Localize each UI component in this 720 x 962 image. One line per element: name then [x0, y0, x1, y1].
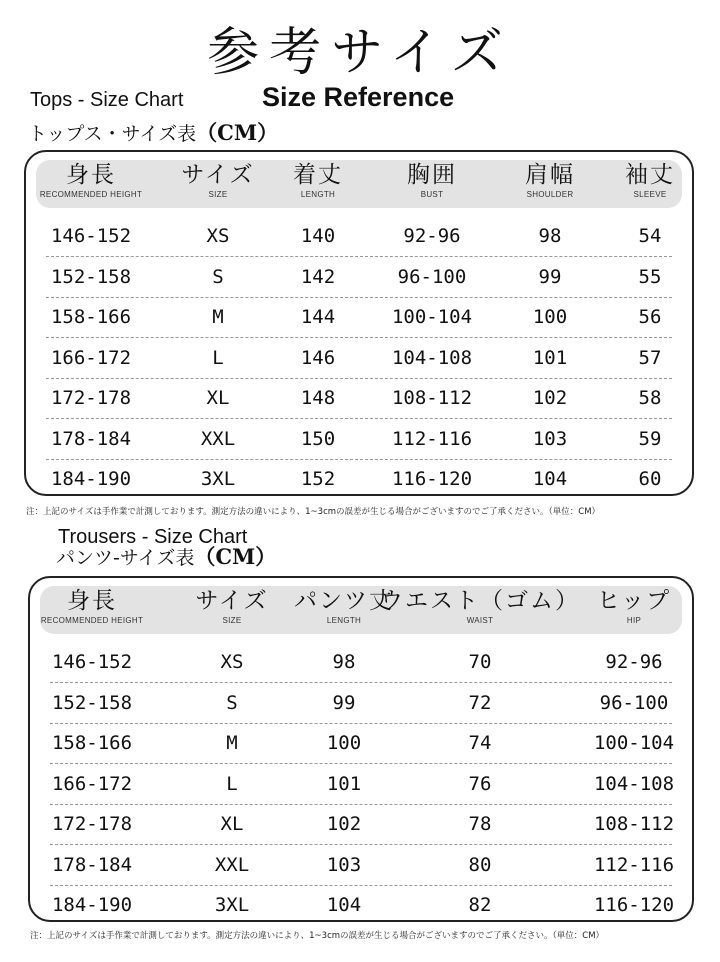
table-cell: 100-104: [391, 306, 473, 328]
table-cell: 184-190: [51, 894, 133, 916]
table-cell: 178-184: [51, 853, 133, 876]
tops-header-col: [181, 160, 254, 200]
table-cell: 101: [326, 772, 362, 795]
table-cell: 140: [300, 225, 336, 247]
tops-unit-label: （CM）: [196, 120, 279, 145]
table-cell: 152-158: [50, 265, 132, 288]
table-row: [46, 257, 672, 298]
tops-section-title-jp-text: トップス・サイズ表: [28, 123, 197, 145]
table-cell: 101: [532, 346, 568, 369]
tops-header-col: [40, 160, 142, 200]
table-row: [46, 459, 672, 499]
trousers-table-header: [40, 586, 682, 634]
trousers-header-en: WAIST: [466, 616, 494, 625]
table-cell: 54: [638, 225, 662, 247]
table-cell: 116-120: [391, 468, 473, 490]
table-cell: 92-96: [403, 225, 461, 247]
tops-footnote: 注：上記のサイズは手作業で計測しております。測定方法の違いにより、1~3cmの誤差が生じる場合がございますのでご了承ください。（単位：CM）: [26, 507, 601, 517]
trousers-section-title-en: Trousers - Size Chart: [58, 526, 248, 548]
trousers-section-title-jp-text: パンツ-サイズ表: [56, 547, 195, 569]
table-cell: L: [226, 772, 238, 795]
tops-header-col: [407, 160, 457, 200]
table-cell: 158-166: [51, 732, 133, 754]
table-cell: 99: [538, 265, 562, 288]
table-cell: 74: [468, 732, 492, 754]
table-cell: XL: [206, 387, 230, 409]
page-title: 参考サイズ: [207, 23, 513, 83]
table-cell: 99: [332, 691, 356, 714]
table-row: [46, 338, 672, 379]
table-row: [50, 642, 672, 683]
table-cell: 112-116: [391, 427, 473, 450]
trousers-header-jp: 身長: [66, 588, 117, 614]
table-cell: XL: [220, 813, 244, 835]
tops-section-title-jp: [28, 121, 278, 146]
tops-header-col: [293, 160, 343, 200]
table-cell: S: [212, 265, 224, 288]
table-cell: 103: [532, 427, 568, 450]
table-cell: 184-190: [50, 468, 132, 490]
tops-header-en: SIZE: [208, 190, 228, 199]
trousers-header-en: RECOMMENDED HEIGHT: [40, 616, 144, 625]
trousers-unit-label: （CM）: [194, 544, 277, 569]
table-cell: 57: [638, 346, 662, 369]
page-subtitle: Size Reference: [262, 82, 455, 112]
trousers-header-col: [195, 586, 268, 626]
table-row: [50, 845, 675, 886]
table-cell: 146-152: [51, 651, 133, 673]
table-cell: 104-108: [593, 772, 675, 795]
trousers-header-col: [294, 586, 394, 626]
table-cell: 116-120: [593, 894, 675, 916]
table-cell: 92-96: [605, 651, 663, 673]
table-cell: 166-172: [50, 346, 132, 369]
table-cell: 146-152: [50, 225, 132, 247]
table-cell: 104-108: [391, 346, 473, 369]
table-cell: M: [226, 732, 238, 754]
table-cell: 103: [326, 853, 362, 876]
trousers-header-jp: サイズ: [195, 588, 269, 614]
trousers-header-jp: ウエスト（ゴム）: [380, 588, 580, 614]
tops-header-col: [525, 160, 575, 200]
trousers-header-en: HIP: [626, 616, 642, 625]
tops-header-jp: 胸囲: [407, 162, 457, 188]
tops-size-table: [24, 150, 694, 496]
table-cell: 59: [638, 427, 662, 450]
trousers-header-col: [597, 586, 671, 626]
trousers-header-en: LENGTH: [326, 616, 362, 625]
table-row: [50, 723, 675, 764]
tops-header-col: [625, 160, 675, 200]
tops-header-en: SLEEVE: [633, 190, 667, 199]
trousers-footnote: 注：上記のサイズは手作業で計測しております。測定方法の違いにより、1~3cmの誤差が生じる場合がございますのでご了承ください。（単位：CM）: [30, 931, 605, 941]
table-cell: 102: [532, 387, 568, 409]
trousers-size-table: [28, 576, 694, 922]
tops-header-jp: 肩幅: [525, 162, 575, 188]
table-cell: 96-100: [599, 691, 669, 714]
table-cell: 150: [300, 427, 336, 450]
table-cell: S: [226, 691, 238, 714]
tops-table-header: [36, 160, 682, 208]
trousers-header-col: [380, 586, 580, 626]
trousers-header-jp: ヒップ: [596, 588, 672, 614]
table-cell: 96-100: [397, 265, 467, 288]
table-cell: 80: [468, 853, 492, 876]
tops-header-jp: 袖丈: [625, 162, 675, 188]
table-row: [50, 764, 675, 805]
table-row: [46, 297, 672, 338]
table-cell: 60: [638, 468, 662, 490]
table-cell: XS: [220, 651, 244, 673]
table-cell: 3XL: [200, 468, 236, 490]
table-cell: 172-178: [51, 813, 133, 835]
table-row: [50, 885, 675, 925]
trousers-header-en: SIZE: [222, 616, 242, 625]
table-cell: 148: [300, 387, 336, 409]
table-cell: 82: [468, 894, 492, 916]
table-cell: 146: [300, 346, 336, 369]
table-cell: 172-178: [50, 387, 132, 409]
table-cell: 158-166: [50, 306, 132, 328]
table-cell: 144: [300, 306, 336, 328]
table-cell: 100: [326, 732, 362, 754]
tops-header-en: LENGTH: [300, 190, 336, 199]
table-cell: 108-112: [593, 813, 675, 835]
table-cell: 108-112: [391, 387, 473, 409]
table-cell: 3XL: [214, 894, 250, 916]
tops-header-en: SHOULDER: [526, 190, 574, 199]
table-row: [46, 419, 672, 460]
table-cell: 152-158: [51, 691, 133, 714]
table-cell: 98: [332, 651, 356, 673]
table-cell: 166-172: [51, 772, 133, 795]
table-cell: 100-104: [593, 732, 675, 754]
table-cell: 112-116: [593, 853, 675, 876]
tops-header-en: RECOMMENDED HEIGHT: [39, 190, 143, 199]
table-cell: XXL: [200, 427, 236, 450]
tops-header-en: BUST: [420, 190, 444, 199]
table-cell: 102: [326, 813, 362, 835]
table-cell: 70: [468, 651, 492, 673]
table-cell: 56: [638, 306, 662, 328]
table-cell: 104: [532, 468, 568, 490]
table-row: [50, 804, 675, 845]
table-row: [50, 683, 672, 724]
table-cell: 142: [300, 265, 336, 288]
trousers-section-title-jp: [56, 545, 276, 570]
tops-section-title-en: Tops - Size Chart: [30, 89, 184, 111]
tops-header-jp: 着丈: [293, 162, 343, 188]
table-cell: 58: [638, 387, 662, 409]
table-cell: 72: [468, 691, 492, 714]
tops-header-jp: 身長: [65, 162, 116, 188]
table-row: [46, 216, 672, 257]
table-cell: 178-184: [50, 427, 132, 450]
tops-header-jp: サイズ: [181, 162, 255, 188]
trousers-header-col: [41, 586, 143, 626]
table-cell: 152: [300, 468, 336, 490]
table-cell: L: [212, 346, 224, 369]
table-cell: XS: [206, 225, 230, 247]
table-cell: 104: [326, 894, 362, 916]
table-cell: 100: [532, 306, 568, 328]
table-cell: XXL: [214, 853, 250, 876]
table-row: [46, 378, 672, 419]
table-cell: 98: [538, 225, 562, 247]
table-cell: 55: [638, 265, 662, 288]
table-cell: 76: [468, 772, 492, 795]
table-cell: M: [212, 306, 224, 328]
trousers-header-jp: パンツ丈: [294, 588, 394, 614]
table-cell: 78: [468, 813, 492, 835]
